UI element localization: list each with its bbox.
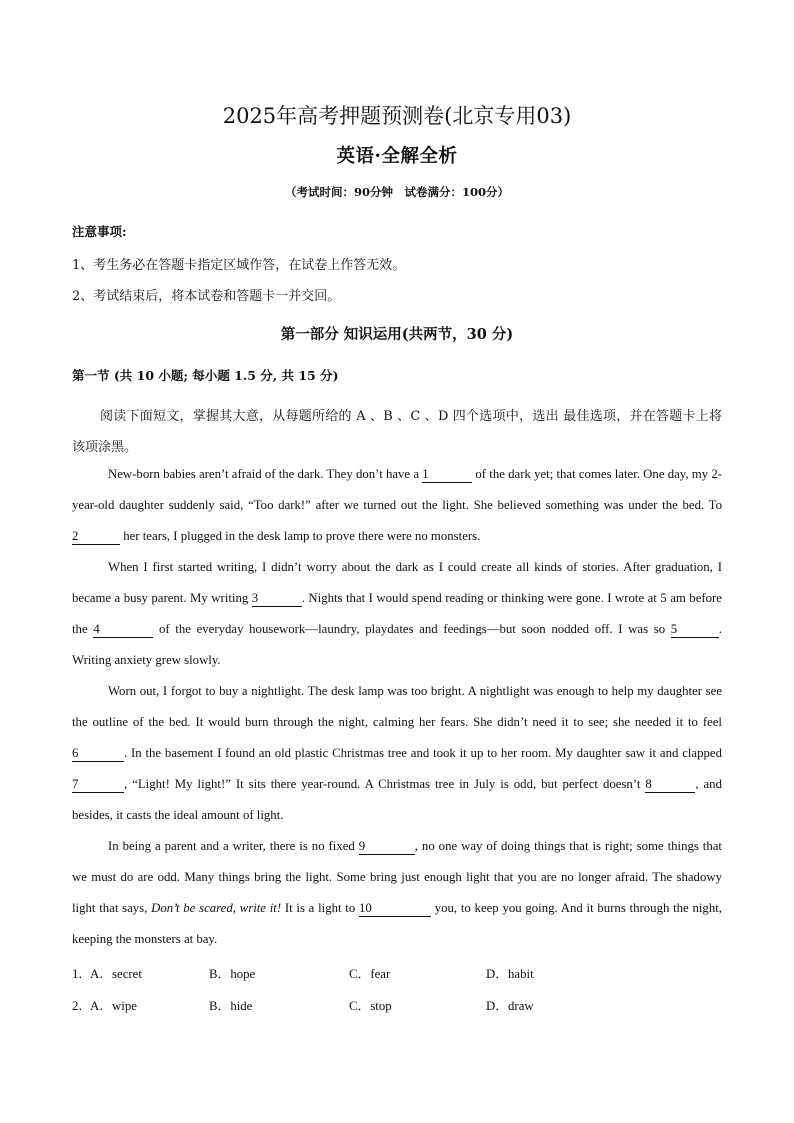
passage-text: . Writing anxiety grew slowly. xyxy=(72,622,722,667)
part-title: 第一部分 知识运用(共两节，30 分) xyxy=(280,326,514,343)
option-d: D．habit xyxy=(486,967,534,981)
passage-text: . In the basement I found an old plastic Christmas tree and took it up to her room. My daughter saw it and clapped xyxy=(124,746,722,760)
blank-6: 6 xyxy=(72,746,124,762)
section-title: 第一节 (共 10 小题; 每小题 1.5 分, 共 15 分) xyxy=(72,368,339,383)
option-c: C．fear xyxy=(349,967,391,981)
passage-text: In being a parent and a writer, there is no fixed xyxy=(108,839,359,853)
question-number: 2． xyxy=(72,999,92,1013)
cloze-passage xyxy=(72,459,722,955)
exam-info: （考试时间：90分钟 试卷满分：100分） xyxy=(284,185,509,199)
question-number: 1． xyxy=(72,967,92,981)
passage-text: her tears, I plugged in the desk lamp to prove there were no monsters. xyxy=(120,529,481,543)
passage-text: of the dark yet; that comes later. One day, my 2-year-old daughter suddenly said, “Too dark!” after we turned out the light. She believed something was under the bed. To xyxy=(72,467,722,512)
passage-text: . Nights that I would spend reading or thinking were gone. I wrote at 5 am before the xyxy=(72,591,722,636)
passage-text: , “Light! My light!” It sits there year-round. A Christmas tree in July is odd, but perfect doesn’t xyxy=(124,777,646,791)
passage-paragraph xyxy=(72,552,722,676)
option-b: B．hide xyxy=(209,999,253,1013)
option-a: A．secret xyxy=(90,967,142,981)
option-c: C．stop xyxy=(349,999,392,1013)
passage-text: , and besides, it casts the ideal amount of light. xyxy=(72,777,722,822)
section-instructions: 阅读下面短文，掌握其大意，从每题所给的 A 、B 、C 、D 四个选项中，选出 最佳选项，并在答题卡上将该项涂黑。 xyxy=(72,409,722,455)
passage-text: you, to keep you going. And it burns through the night, keeping the monsters at bay. xyxy=(72,901,722,946)
option-a: A．wipe xyxy=(90,999,137,1013)
note-item: 1、考生务必在答题卡指定区域作答，在试卷上作答无效。 xyxy=(72,258,406,273)
passage-text: It is a light to xyxy=(281,901,359,915)
passage-text: New-born babies aren’t afraid of the dark. They don’t have a xyxy=(108,467,423,481)
notes-heading: 注意事项: xyxy=(72,224,127,239)
blank-10: 10 xyxy=(359,901,431,917)
blank-1: 1 xyxy=(422,467,472,483)
option-b: B．hope xyxy=(209,967,256,981)
note-item: 2、考试结束后，将本试卷和答题卡一并交回。 xyxy=(72,289,341,304)
blank-9: 9 xyxy=(359,839,415,855)
blank-3: 3 xyxy=(252,591,302,607)
passage-text: , no one way of doing things that is right; some things that we must do are odd. Many things bring the light. Some bring just enough light that you are no longer afraid. The shadowy light that says, xyxy=(72,839,722,915)
exam-subtitle: 英语·全解全析 xyxy=(336,146,458,167)
exam-title: 2025年高考押题预测卷(北京专用03) xyxy=(222,104,572,128)
emphasized-text: Don’t be scared, write it! xyxy=(151,901,282,915)
blank-7: 7 xyxy=(72,777,124,793)
passage-paragraph xyxy=(72,459,722,552)
option-d: D．draw xyxy=(486,999,534,1013)
blank-4: 4 xyxy=(93,622,153,638)
passage-text: Worn out, I forgot to buy a nightlight. The desk lamp was too bright. A nightlight was enough to help my daughter see the outline of the bed. It would burn through the night, calming her fears. She didn’t need it to see; she needed it to feel xyxy=(72,684,722,729)
passage-paragraph xyxy=(72,676,722,831)
passage-text: When I first started writing, I didn’t worry about the dark as I could create all kinds of stories. After graduation, I became a busy parent. My writing xyxy=(72,560,722,605)
blank-2: 2 xyxy=(72,529,120,545)
blank-8: 8 xyxy=(645,777,695,793)
passage-text: of the everyday housework—laundry, playdates and feedings—but soon nodded off. I was so xyxy=(153,622,671,636)
passage-paragraph xyxy=(72,831,722,955)
blank-5: 5 xyxy=(671,622,719,638)
